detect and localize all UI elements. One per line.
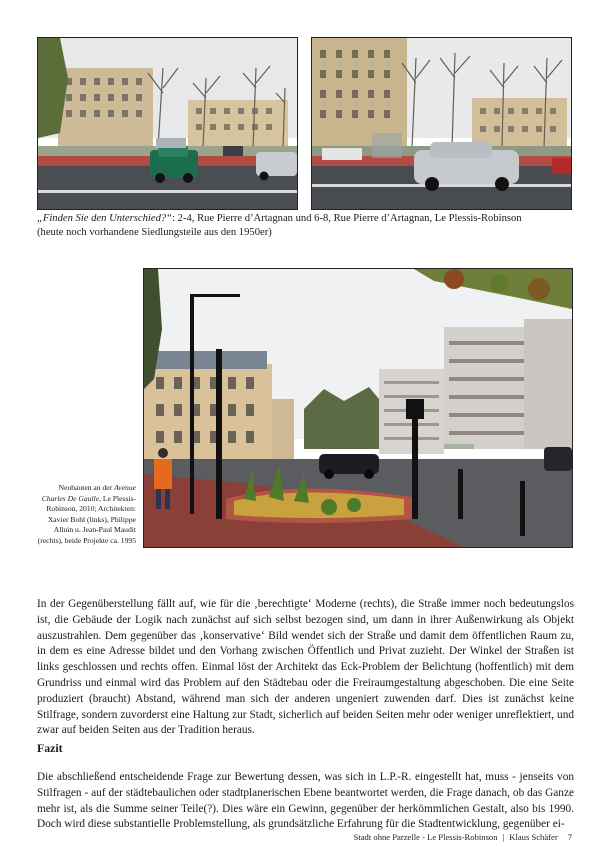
footer-separator: | <box>502 832 505 842</box>
photo-street-right-image <box>312 38 571 209</box>
caption-location: : 2-4, Rue Pierre d’Artagnan und 6-8, Rue Pierre d’Artagnan, Le Plessis-Robinson <box>172 213 522 224</box>
footer-title: Stadt ohne Parzelle - Le Plessis-Robinson <box>353 832 498 842</box>
photo-avenue-caption <box>36 483 136 547</box>
body-paragraph-2: Die abschließend entscheidende Frage zur Bewertung dessen, was sich in L.P.-R. eingestellt hat, muss - jenseits von Stilfragen - auf der städtebaulichen oder stadtplanerischen Ebene beantwortet werden, die Frage danach, ob das Ganze mehr ist, als die Summe seiner Teile(?). Dies wäre ein Gewinn, gegenüber der herkömmlichen Gestalt, also bis 1990. Doch wird diese substantielle Problemstellung, als grundsätzliche Erfahrung für die Stadtentwicklung, gegenüber ei- <box>37 771 574 831</box>
photo-street-right <box>311 37 572 210</box>
caption-note: (heute noch vorhandene Siedlungsteile aus den 1950er) <box>37 227 272 238</box>
section-heading-fazit: Fazit <box>37 741 63 755</box>
photo-street-left <box>37 37 298 210</box>
photo-street-left-image <box>38 38 297 209</box>
photo-pair-caption <box>37 212 577 240</box>
body-paragraph-1: In der Gegenüberstellung fällt auf, wie für die ‚berechtigte‘ Moderne (rechts), die Straße immer noch bedeutungslos ist, die Gebäude der Logik nach zunächst auf sich selbst bezogen sind, um dann in ihrer Außenwirkung als Objekt auszustrahlen. Dem gegenüber das ‚konservative‘ Bild wendet sich der Straße und damit dem öffentlichen Raum zu, in dem es eine Adresse bildet und den Vorhang zwischen Öffentlich und Privat zuzieht. Der Winkel der Straßen ist links geschlossen und rechts offen. Einmal löst der Architekt das Eck-Problem der Belichtung (hoffentlich) mit dem Grundriss und einmal wird das Problem auf den Städtebau oder die Freiraumgestaltung abgeschoben. Die eine Seite produziert (braucht) Abstand, während man sich der anderen ungeniert zuwenden darf. Dies ist zunächst keine Stilfrage, sondern zuvorderst eine Haltung zur Stadt, sicherlich auf beiden Seiten mehr oder weniger unreflektiert, und zwar auf beiden Seiten aus der Tradition heraus. <box>37 598 574 737</box>
page-number: 7 <box>567 832 572 842</box>
photo-avenue-image <box>144 269 572 547</box>
caption-side-street: Avenue Charles De Gaulle <box>41 483 136 503</box>
footer-author: Klaus Schäfer <box>509 832 558 842</box>
photo-avenue <box>143 268 573 548</box>
caption-title: „Finden Sie den Unterschied?“ <box>37 213 173 224</box>
caption-side-details: , Le Plessis-Robinson, 2010; Architekten: Xavier Bohl (links), Philippe Alluin u. Jean-Paul Maudit (rechts), beide Projekte ca. 1995 <box>37 493 136 545</box>
page-footer <box>354 832 572 842</box>
caption-side-lead: Neubauten an der <box>58 483 113 492</box>
